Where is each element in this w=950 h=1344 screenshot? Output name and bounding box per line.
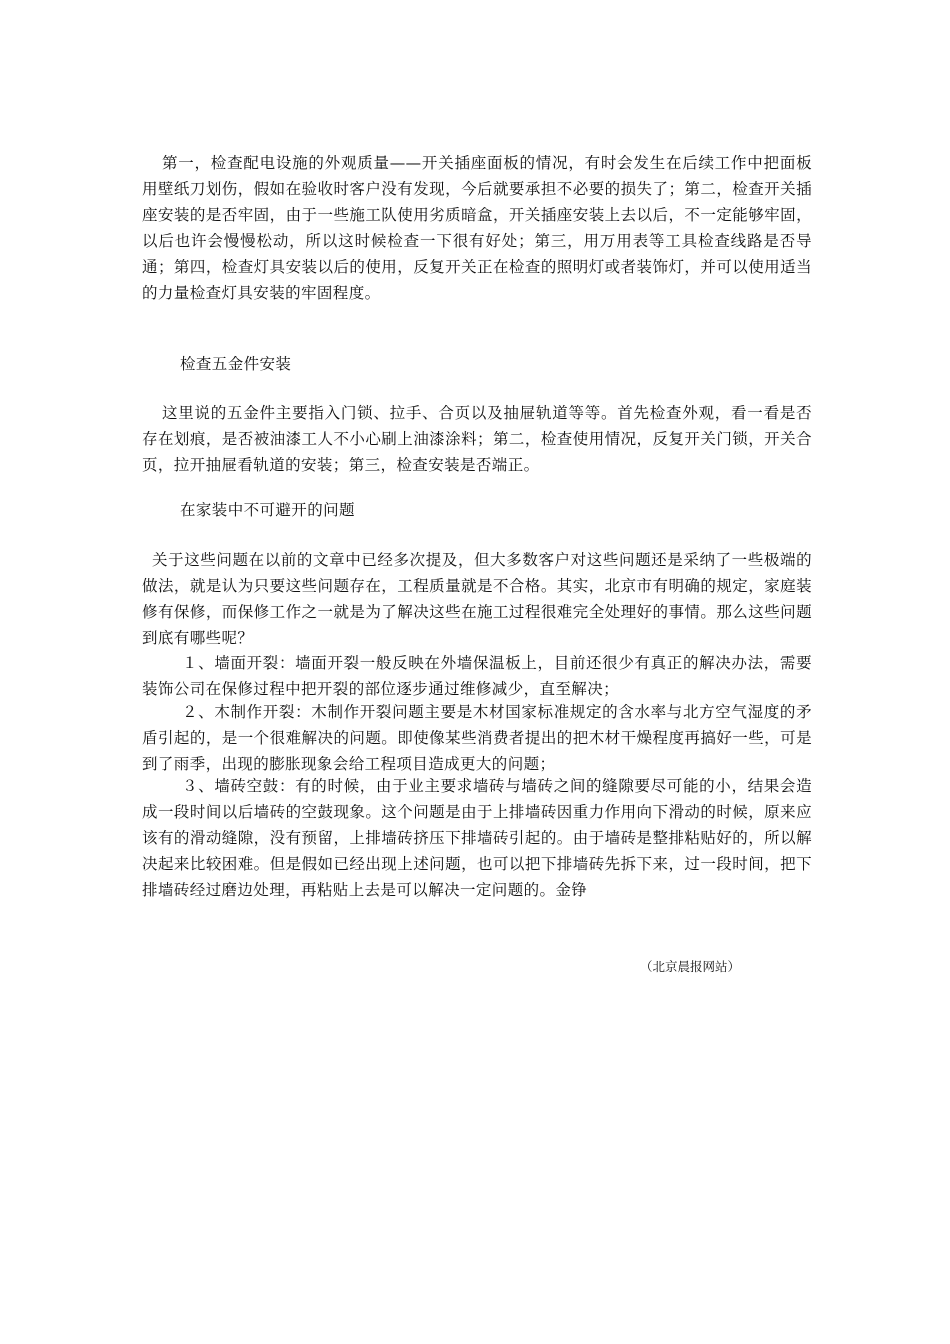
section-heading-unavoidable-issues: 在家装中不可避开的问题: [180, 501, 355, 519]
list-item-wall-cracking: １、墙面开裂：墙面开裂一般反映在外墙保温板上，目前还很少有真正的解决办法，需要装饰公司在保修过程中把开裂的部位逐步通过维修减少，直至解决；: [142, 654, 812, 698]
source-attribution: （北京晨报网站）: [640, 959, 741, 974]
list-item-wood-cracking: ２、木制作开裂：木制作开裂问题主要是木材国家标准规定的含水率与北方空气湿度的矛盾引起的，是一个很难解决的问题。即使像某些消费者提出的把木材干燥程度再搞好一些，可是到了雨季，出现的膨胀现象会给工程项目造成更大的问题；: [142, 703, 812, 773]
section-heading-hardware: 检查五金件安装: [180, 355, 292, 373]
list-item-tile-hollowing: ３、墙砖空鼓：有的时候，由于业主要求墙砖与墙砖之间的缝隙要尽可能的小，结果会造成一段时间以后墙砖的空鼓现象。这个问题是由于上排墙砖因重力作用向下滑动的时候，原来应该有的滑动缝隙，没有预留，上排墙砖挤压下排墙砖引起的。由于墙砖是整排粘贴好的，所以解决起来比较困难。但是假如已经出现上述问题，也可以把下排墙砖先拆下来，过一段时间，把下排墙砖经过磨边处理，再粘贴上去是可以解决一定问题的。金铮: [142, 777, 812, 899]
paragraph-hardware-inspection: 这里说的五金件主要指入门锁、拉手、合页以及抽屉轨道等等。首先检查外观，看一看是否存在划痕，是否被油漆工人不小心刷上油漆涂料；第二，检查使用情况，反复开关门锁，开关合页，拉开抽屉看轨道的安装；第三，检查安装是否端正。: [142, 404, 812, 474]
paragraph-issues-intro: 关于这些问题在以前的文章中已经多次提及，但大多数客户对这些问题还是采纳了一些极端的做法，就是认为只要这些问题存在，工程质量就是不合格。其实，北京市有明确的规定，家庭装修有保修，而保修工作之一就是为了解决这些在施工过程很难完全处理好的事情。那么这些问题到底有哪些呢？: [142, 551, 812, 647]
paragraph-electrical-inspection: 第一，检查配电设施的外观质量——开关插座面板的情况，有时会发生在后续工作中把面板用壁纸刀划伤，假如在验收时客户没有发现，今后就要承担不必要的损失了；第二，检查开关插座安装的是否牢固，由于一些施工队使用劣质暗盒，开关插座安装上去以后，不一定能够牢固，以后也许会慢慢松动，所以这时候检查一下很有好处；第三，用万用表等工具检查线路是否导通；第四，检查灯具安装以后的使用，反复开关正在检查的照明灯或者装饰灯，并可以使用适当的力量检查灯具安装的牢固程度。: [142, 154, 812, 302]
